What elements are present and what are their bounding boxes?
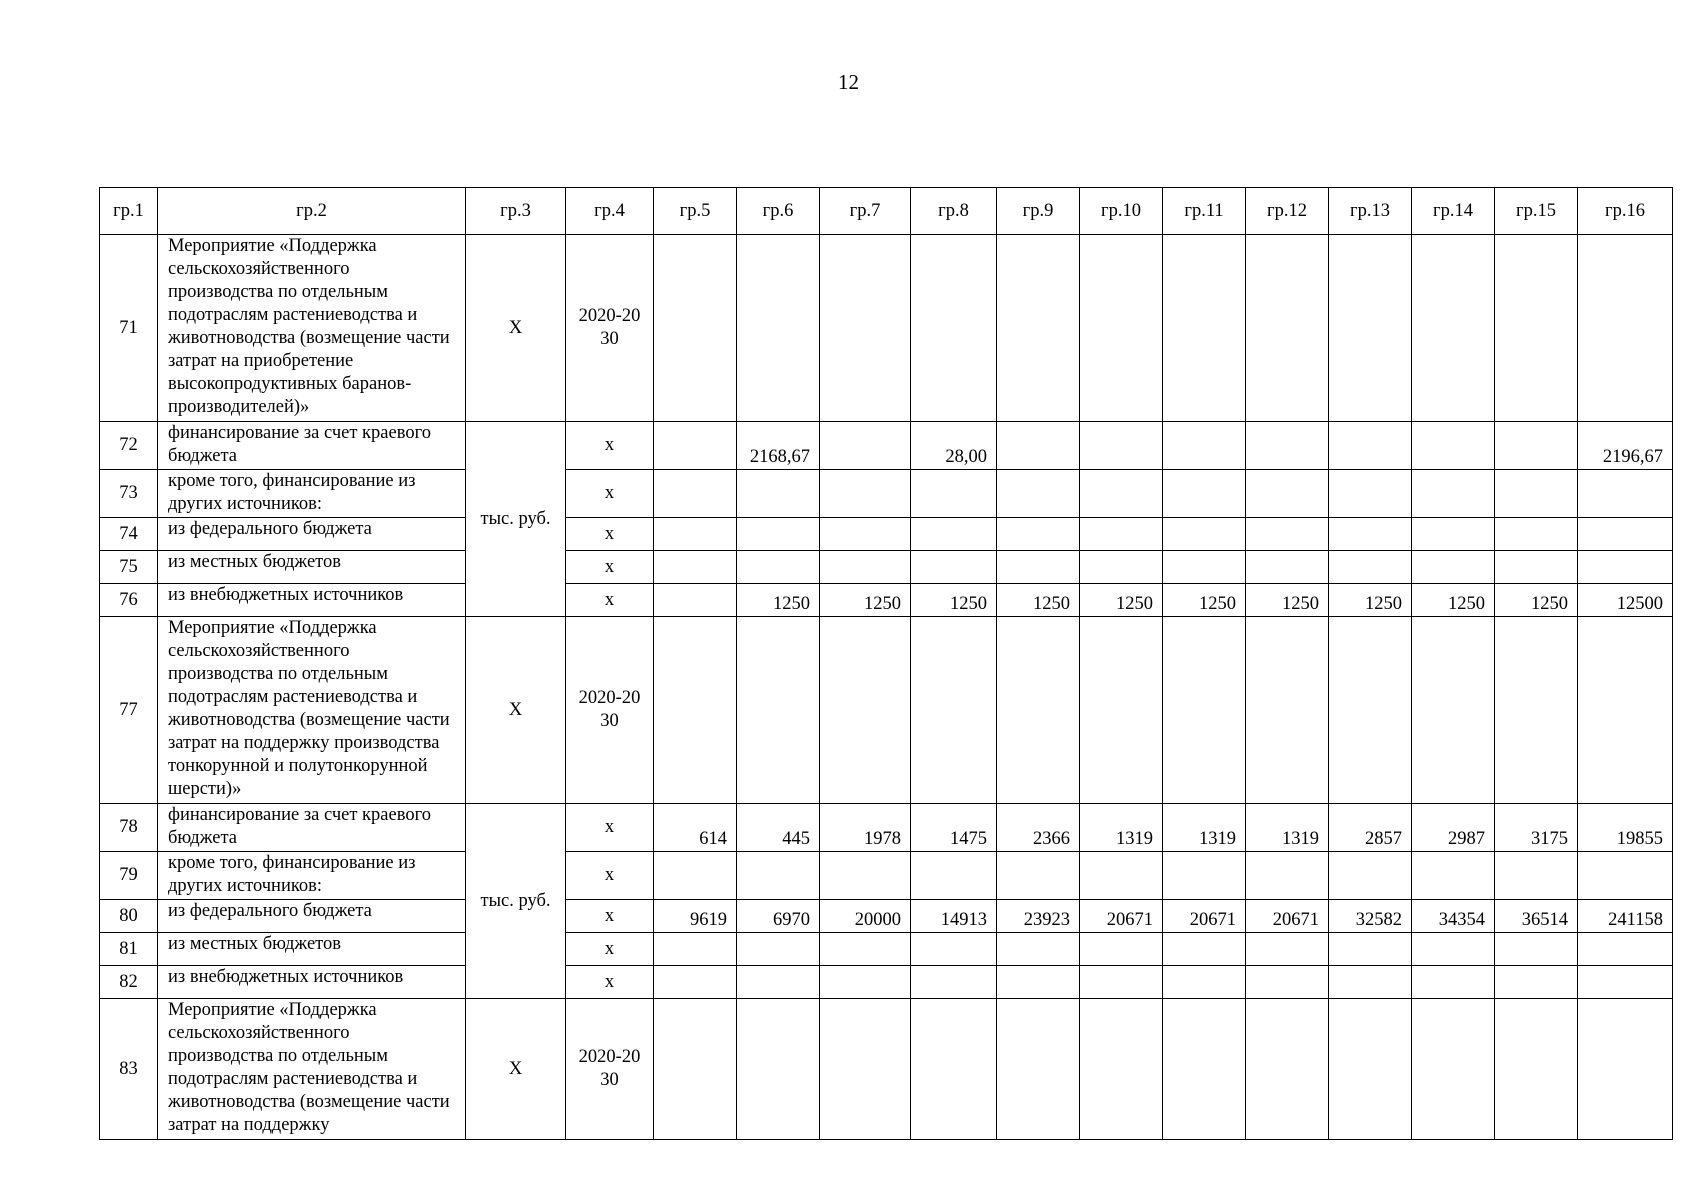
value-cell: 1475 bbox=[911, 804, 997, 852]
value-cell bbox=[1412, 617, 1495, 804]
value-cell bbox=[1412, 551, 1495, 584]
value-cell bbox=[1495, 617, 1578, 804]
value-cell bbox=[737, 235, 820, 422]
value-cell: 1250 bbox=[737, 584, 820, 617]
value-cell: 1250 bbox=[1246, 584, 1329, 617]
value-cell bbox=[997, 999, 1080, 1140]
value-cell bbox=[1080, 852, 1163, 900]
table-row bbox=[100, 518, 1673, 551]
period-cell: х bbox=[566, 422, 654, 470]
unit-cell: тыс. руб. bbox=[466, 804, 566, 999]
value-cell bbox=[654, 999, 737, 1140]
value-cell bbox=[1246, 999, 1329, 1140]
table-row bbox=[100, 900, 1673, 933]
financing-table bbox=[99, 187, 1673, 1140]
value-cell: 2196,67 bbox=[1578, 422, 1673, 470]
table-row bbox=[100, 235, 1673, 422]
value-cell bbox=[1246, 933, 1329, 966]
period-cell: х bbox=[566, 933, 654, 966]
column-header: гр.13 bbox=[1329, 188, 1412, 235]
value-cell bbox=[1578, 551, 1673, 584]
value-cell bbox=[1578, 933, 1673, 966]
value-cell bbox=[1329, 551, 1412, 584]
value-cell bbox=[820, 617, 911, 804]
value-cell: 20000 bbox=[820, 900, 911, 933]
value-cell bbox=[1329, 999, 1412, 1140]
value-cell bbox=[911, 617, 997, 804]
value-cell bbox=[654, 933, 737, 966]
value-cell: 1319 bbox=[1163, 804, 1246, 852]
value-cell bbox=[997, 470, 1080, 518]
row-number: 77 bbox=[100, 617, 158, 804]
value-cell bbox=[654, 617, 737, 804]
row-label: кроме того, финансирование из других источников: bbox=[158, 470, 466, 518]
value-cell bbox=[820, 551, 911, 584]
row-number: 71 bbox=[100, 235, 158, 422]
row-number: 75 bbox=[100, 551, 158, 584]
value-cell bbox=[1329, 422, 1412, 470]
value-cell bbox=[1412, 518, 1495, 551]
value-cell bbox=[1163, 422, 1246, 470]
value-cell bbox=[997, 235, 1080, 422]
value-cell bbox=[820, 852, 911, 900]
row-number: 83 bbox=[100, 999, 158, 1140]
value-cell bbox=[1495, 422, 1578, 470]
column-header: гр.6 bbox=[737, 188, 820, 235]
row-label: из внебюджетных источников bbox=[158, 584, 466, 617]
unit-cell: Х bbox=[466, 999, 566, 1140]
value-cell: 1250 bbox=[1080, 584, 1163, 617]
value-cell bbox=[654, 966, 737, 999]
value-cell: 28,00 bbox=[911, 422, 997, 470]
row-number: 81 bbox=[100, 933, 158, 966]
value-cell bbox=[1578, 999, 1673, 1140]
value-cell bbox=[654, 551, 737, 584]
value-cell bbox=[820, 235, 911, 422]
unit-cell: тыс. руб. bbox=[466, 422, 566, 617]
row-number: 80 bbox=[100, 900, 158, 933]
value-cell bbox=[737, 933, 820, 966]
value-cell: 1978 bbox=[820, 804, 911, 852]
column-header: гр.14 bbox=[1412, 188, 1495, 235]
value-cell bbox=[1412, 999, 1495, 1140]
period-cell: 2020-2030 bbox=[566, 999, 654, 1140]
value-cell bbox=[1495, 933, 1578, 966]
value-cell bbox=[1329, 966, 1412, 999]
row-label: финансирование за счет краевого бюджета bbox=[158, 422, 466, 470]
value-cell bbox=[997, 617, 1080, 804]
row-label: из местных бюджетов bbox=[158, 933, 466, 966]
value-cell bbox=[1329, 518, 1412, 551]
value-cell bbox=[1495, 235, 1578, 422]
value-cell bbox=[737, 852, 820, 900]
table-row bbox=[100, 933, 1673, 966]
value-cell bbox=[820, 422, 911, 470]
value-cell bbox=[1163, 235, 1246, 422]
value-cell: 9619 bbox=[654, 900, 737, 933]
value-cell bbox=[1578, 235, 1673, 422]
value-cell bbox=[654, 422, 737, 470]
table-row bbox=[100, 617, 1673, 804]
value-cell: 2168,67 bbox=[737, 422, 820, 470]
value-cell: 1250 bbox=[1412, 584, 1495, 617]
value-cell bbox=[997, 422, 1080, 470]
table-row bbox=[100, 422, 1673, 470]
value-cell bbox=[737, 551, 820, 584]
column-header: гр.8 bbox=[911, 188, 997, 235]
value-cell bbox=[820, 470, 911, 518]
value-cell bbox=[737, 999, 820, 1140]
value-cell bbox=[911, 852, 997, 900]
period-cell: х bbox=[566, 966, 654, 999]
value-cell bbox=[997, 518, 1080, 551]
unit-cell: Х bbox=[466, 235, 566, 422]
value-cell bbox=[737, 470, 820, 518]
value-cell bbox=[1329, 617, 1412, 804]
value-cell: 20671 bbox=[1246, 900, 1329, 933]
column-header: гр.15 bbox=[1495, 188, 1578, 235]
value-cell bbox=[820, 966, 911, 999]
column-header: гр.12 bbox=[1246, 188, 1329, 235]
value-cell bbox=[1246, 852, 1329, 900]
row-number: 74 bbox=[100, 518, 158, 551]
value-cell bbox=[1246, 518, 1329, 551]
value-cell bbox=[1329, 470, 1412, 518]
row-label: из федерального бюджета bbox=[158, 900, 466, 933]
value-cell bbox=[1080, 933, 1163, 966]
value-cell bbox=[1163, 551, 1246, 584]
value-cell: 20671 bbox=[1080, 900, 1163, 933]
value-cell: 1319 bbox=[1246, 804, 1329, 852]
value-cell bbox=[1495, 999, 1578, 1140]
value-cell bbox=[1246, 470, 1329, 518]
column-header: гр.9 bbox=[997, 188, 1080, 235]
value-cell bbox=[911, 999, 997, 1140]
value-cell bbox=[1080, 518, 1163, 551]
value-cell bbox=[1412, 422, 1495, 470]
value-cell: 614 bbox=[654, 804, 737, 852]
value-cell bbox=[820, 518, 911, 551]
value-cell bbox=[1163, 470, 1246, 518]
value-cell bbox=[1246, 617, 1329, 804]
row-label: Мероприятие «Поддержка сельскохозяйственного производства по отдельным подотраслям растениеводства и животноводства (возмещение части затрат на приобретение высокопродуктивных баранов-производителей)» bbox=[158, 235, 466, 422]
value-cell bbox=[1578, 518, 1673, 551]
row-label: кроме того, финансирование из других источников: bbox=[158, 852, 466, 900]
period-cell: х bbox=[566, 551, 654, 584]
table-row bbox=[100, 551, 1673, 584]
value-cell bbox=[1495, 852, 1578, 900]
value-cell bbox=[1080, 999, 1163, 1140]
value-cell bbox=[1578, 852, 1673, 900]
column-header: гр.5 bbox=[654, 188, 737, 235]
value-cell: 1319 bbox=[1080, 804, 1163, 852]
row-number: 82 bbox=[100, 966, 158, 999]
value-cell bbox=[997, 966, 1080, 999]
value-cell bbox=[820, 933, 911, 966]
value-cell bbox=[1163, 966, 1246, 999]
value-cell: 1250 bbox=[1495, 584, 1578, 617]
value-cell bbox=[1495, 518, 1578, 551]
value-cell: 2857 bbox=[1329, 804, 1412, 852]
value-cell: 1250 bbox=[1329, 584, 1412, 617]
column-header: гр.10 bbox=[1080, 188, 1163, 235]
value-cell bbox=[1578, 617, 1673, 804]
value-cell bbox=[1578, 470, 1673, 518]
period-cell: х bbox=[566, 470, 654, 518]
column-header: гр.7 bbox=[820, 188, 911, 235]
row-number: 72 bbox=[100, 422, 158, 470]
value-cell: 1250 bbox=[1163, 584, 1246, 617]
unit-cell: Х bbox=[466, 617, 566, 804]
value-cell bbox=[911, 551, 997, 584]
table-row bbox=[100, 584, 1673, 617]
column-header: гр.1 bbox=[100, 188, 158, 235]
value-cell: 241158 bbox=[1578, 900, 1673, 933]
value-cell bbox=[654, 852, 737, 900]
period-cell: х bbox=[566, 804, 654, 852]
table-row bbox=[100, 999, 1673, 1140]
period-cell: х bbox=[566, 900, 654, 933]
value-cell bbox=[1080, 551, 1163, 584]
value-cell bbox=[1080, 422, 1163, 470]
value-cell bbox=[1329, 235, 1412, 422]
period-cell: х bbox=[566, 584, 654, 617]
column-header: гр.16 bbox=[1578, 188, 1673, 235]
column-header: гр.11 bbox=[1163, 188, 1246, 235]
value-cell: 20671 bbox=[1163, 900, 1246, 933]
value-cell: 445 bbox=[737, 804, 820, 852]
value-cell bbox=[1163, 852, 1246, 900]
value-cell bbox=[1329, 852, 1412, 900]
row-label: Мероприятие «Поддержка сельскохозяйственного производства по отдельным подотраслям растениеводства и животноводства (возмещение части затрат на поддержку производства тонкорунной и полутонкорунной шерсти)» bbox=[158, 617, 466, 804]
value-cell bbox=[1080, 966, 1163, 999]
value-cell bbox=[1163, 617, 1246, 804]
value-cell bbox=[1495, 470, 1578, 518]
row-label: из местных бюджетов bbox=[158, 551, 466, 584]
table-row bbox=[100, 966, 1673, 999]
value-cell bbox=[654, 584, 737, 617]
value-cell bbox=[1080, 617, 1163, 804]
value-cell bbox=[1246, 422, 1329, 470]
value-cell bbox=[1163, 933, 1246, 966]
period-cell: х bbox=[566, 852, 654, 900]
row-number: 73 bbox=[100, 470, 158, 518]
header-row bbox=[100, 188, 1673, 235]
value-cell: 2366 bbox=[997, 804, 1080, 852]
value-cell bbox=[911, 933, 997, 966]
value-cell bbox=[1246, 235, 1329, 422]
value-cell bbox=[737, 966, 820, 999]
value-cell bbox=[654, 518, 737, 551]
value-cell bbox=[911, 470, 997, 518]
value-cell bbox=[1080, 235, 1163, 422]
value-cell bbox=[1163, 518, 1246, 551]
value-cell: 1250 bbox=[911, 584, 997, 617]
table-row bbox=[100, 470, 1673, 518]
value-cell: 14913 bbox=[911, 900, 997, 933]
value-cell bbox=[911, 518, 997, 551]
value-cell bbox=[1329, 933, 1412, 966]
value-cell bbox=[737, 518, 820, 551]
row-number: 76 bbox=[100, 584, 158, 617]
value-cell bbox=[1163, 999, 1246, 1140]
value-cell: 34354 bbox=[1412, 900, 1495, 933]
row-number: 79 bbox=[100, 852, 158, 900]
value-cell: 2987 bbox=[1412, 804, 1495, 852]
table-row bbox=[100, 804, 1673, 852]
column-header: гр.4 bbox=[566, 188, 654, 235]
value-cell: 12500 bbox=[1578, 584, 1673, 617]
value-cell bbox=[1412, 852, 1495, 900]
value-cell bbox=[1246, 551, 1329, 584]
column-header: гр.2 bbox=[158, 188, 466, 235]
page-number: 12 bbox=[838, 70, 859, 94]
value-cell bbox=[1412, 933, 1495, 966]
value-cell bbox=[911, 966, 997, 999]
row-label: Мероприятие «Поддержка сельскохозяйственного производства по отдельным подотраслям растениеводства и животноводства (возмещение части затрат на поддержку bbox=[158, 999, 466, 1140]
row-number: 78 bbox=[100, 804, 158, 852]
table-row bbox=[100, 852, 1673, 900]
value-cell bbox=[654, 470, 737, 518]
value-cell: 3175 bbox=[1495, 804, 1578, 852]
value-cell bbox=[1495, 966, 1578, 999]
value-cell bbox=[737, 617, 820, 804]
value-cell bbox=[1080, 470, 1163, 518]
value-cell: 1250 bbox=[997, 584, 1080, 617]
value-cell bbox=[1495, 551, 1578, 584]
row-label: финансирование за счет краевого бюджета bbox=[158, 804, 466, 852]
column-header: гр.3 bbox=[466, 188, 566, 235]
value-cell: 6970 bbox=[737, 900, 820, 933]
period-cell: 2020-2030 bbox=[566, 235, 654, 422]
value-cell bbox=[820, 999, 911, 1140]
value-cell bbox=[1412, 966, 1495, 999]
row-label: из федерального бюджета bbox=[158, 518, 466, 551]
period-cell: х bbox=[566, 518, 654, 551]
value-cell: 1250 bbox=[820, 584, 911, 617]
value-cell bbox=[911, 235, 997, 422]
value-cell bbox=[1412, 235, 1495, 422]
value-cell bbox=[997, 852, 1080, 900]
period-cell: 2020-2030 bbox=[566, 617, 654, 804]
row-label: из внебюджетных источников bbox=[158, 966, 466, 999]
value-cell bbox=[1246, 966, 1329, 999]
value-cell: 23923 bbox=[997, 900, 1080, 933]
value-cell bbox=[654, 235, 737, 422]
value-cell: 32582 bbox=[1329, 900, 1412, 933]
value-cell: 36514 bbox=[1495, 900, 1578, 933]
value-cell bbox=[1578, 966, 1673, 999]
value-cell: 19855 bbox=[1578, 804, 1673, 852]
value-cell bbox=[997, 551, 1080, 584]
value-cell bbox=[1412, 470, 1495, 518]
value-cell bbox=[997, 933, 1080, 966]
